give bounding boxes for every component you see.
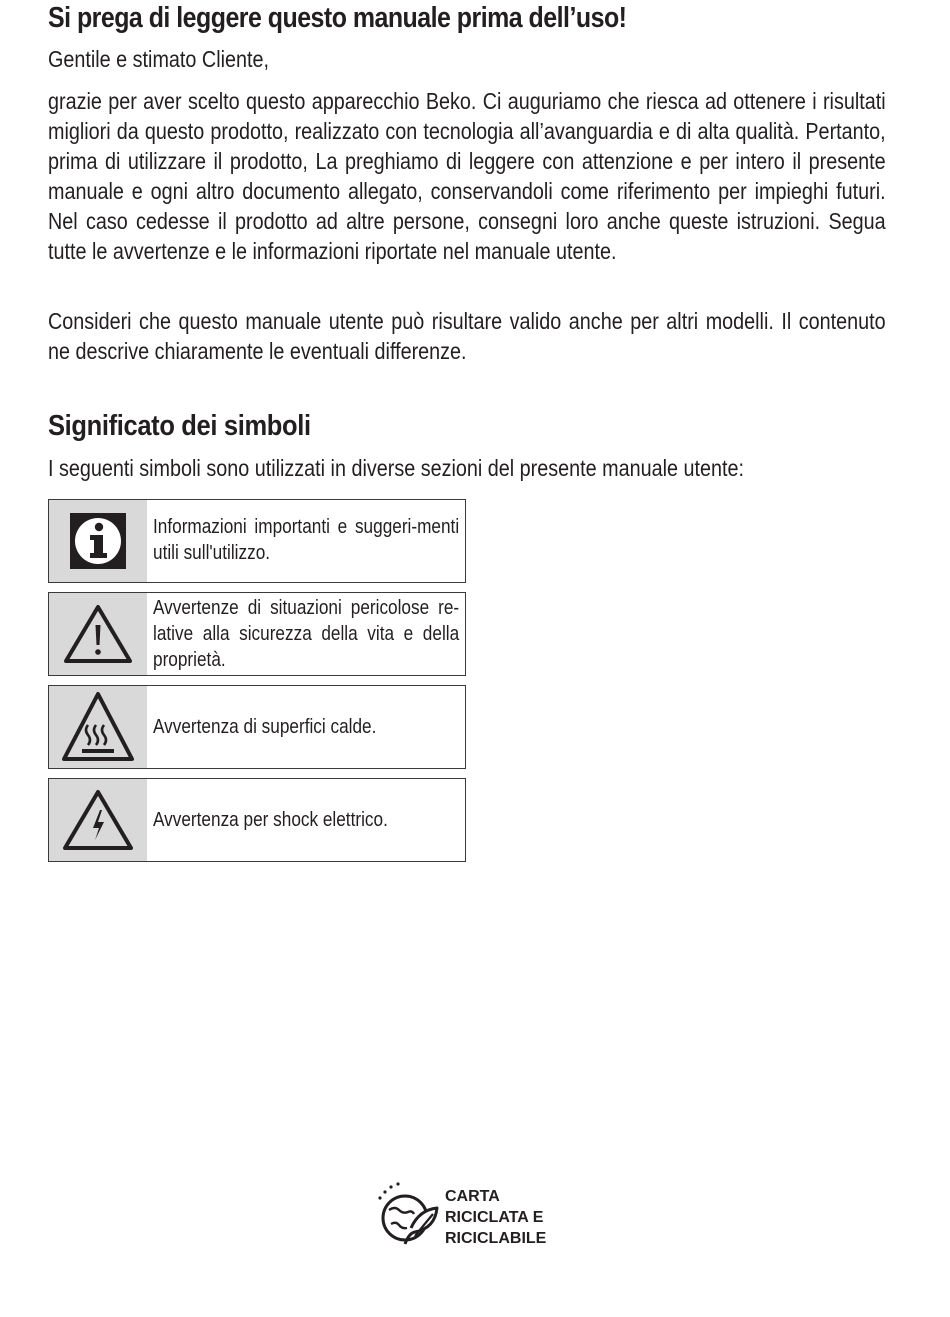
symbol-icon-cell [49,500,147,582]
symbol-icon-cell [49,593,147,675]
symbols-section-title: Significato dei simboli [48,410,311,442]
recycle-line-2: RICICLATA E [445,1209,544,1226]
hot-surface-icon [62,691,134,763]
symbol-row-info [48,499,466,583]
recycle-line-1: CARTA [445,1188,500,1205]
warning-icon [63,603,133,665]
symbol-row-hot-surface [48,685,466,769]
symbol-description: Informazioni importanti e suggeri-menti utili sull'utilizzo. [153,516,460,564]
recycled-paper-logo [375,1180,565,1260]
symbol-row-warning [48,592,466,676]
intro-paragraph: grazie per aver scelto questo apparecchio Beko. Ci auguriamo che riesca ad ottenere i risultati migliori da questo prodotto, realizzato con tecnologia all’avanguardia e di alta qualità. Pertanto, prima di utilizzare il prodotto, La preghiamo di leggere con attenzione e per intero il presente manuale e ogni altro documento allegato, conservandoli come riferimento per impieghi futuri. Nel caso cedesse il prodotto ad altre persone, consegni loro anche queste istruzioni. Segua tutte le avvertenze e le informazioni riportate nel manuale utente. [48,88,886,264]
greeting: Gentile e stimato Cliente, [48,46,269,72]
symbol-row-electric-shock [48,778,466,862]
symbols-intro: I seguenti simboli sono utilizzati in diverse sezioni del presente manuale utente: [48,455,744,481]
symbol-description: Avvertenze di situazioni pericolose re-lative alla sicurezza della vita e della proprietà. [153,597,460,671]
symbol-description: Avvertenza per shock elettrico. [153,809,388,831]
recycle-line-3: RICICLABILE [445,1230,547,1247]
symbol-icon-cell [49,779,147,861]
recycled-paper-label [445,1186,546,1249]
info-icon [69,512,127,570]
page-title: Si prega di leggere questo manuale prima dell’uso! [48,2,627,34]
symbol-icon-cell [49,686,147,768]
recycle-globe-leaf-icon [375,1180,441,1252]
electric-shock-icon [62,788,134,852]
symbol-description: Avvertenza di superfici calde. [153,716,377,738]
models-note-paragraph: Consideri che questo manuale utente può risultare valido anche per altri modelli. Il contenuto ne descrive chiaramente le eventuali differenze. [48,308,886,364]
